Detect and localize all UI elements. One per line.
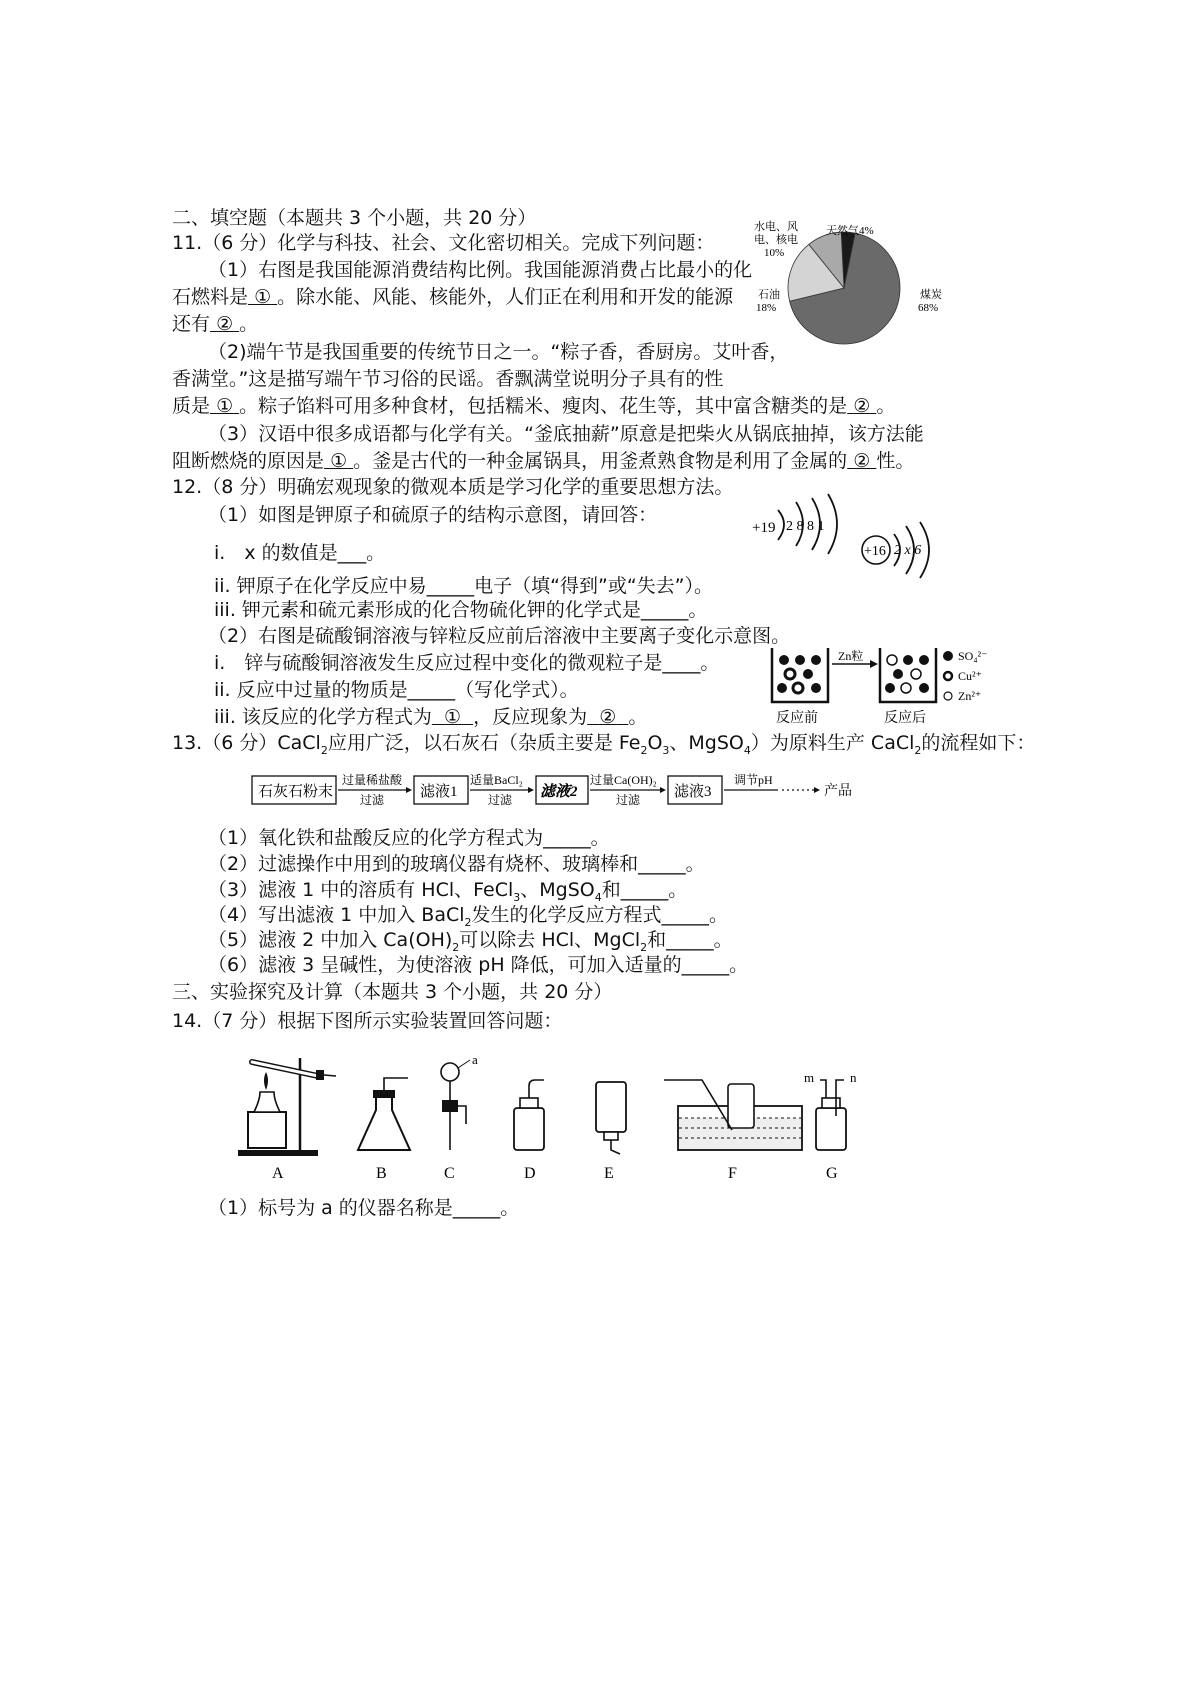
q13-s4: （4）写出滤液 1 中加入 BaCl$_2$发生的化学反应方程式_____。 [208, 904, 729, 929]
label-d: D [524, 1165, 536, 1182]
apparatus-e [596, 1082, 626, 1182]
q11-p3b: 阻断燃烧的原因是 ① 。釜是古代的一种金属锅具，用釜煮熟食物是利用了金属的 ② 性。 [172, 450, 915, 472]
pie-label-oil-1: 石油 [758, 289, 780, 301]
q11-p2b: 香满堂。”这是描写端午节习俗的民谣。香飘满堂说明分子具有的性 [172, 368, 724, 390]
apparatus-f [664, 1080, 802, 1182]
q12-j1: i. 锌与硫酸铜溶液发生反应过程中变化的微观粒子是____。 [214, 652, 720, 674]
flow-product: 产品 [824, 784, 852, 799]
apparatus-a [238, 1058, 336, 1182]
beaker-after [880, 648, 936, 702]
flow-step3-reagent: 过量Ca(OH)₂ [590, 773, 657, 787]
q14-stem: 14.（7 分）根据下图所示实验装置回答问题： [172, 1010, 563, 1032]
pie-label-gas: 天然气4% [826, 225, 874, 237]
potassium-atom [752, 494, 837, 554]
pie-label-coal-2: 68% [918, 302, 939, 314]
q12-i2: ii. 钾原子在化学反应中易_____电子（填“得到”或“失去”）。 [214, 575, 714, 597]
q13-s5: （5）滤液 2 中加入 $Ca(OH)_2$可以除去 HCl、MgCl$_2$和_____。 [208, 929, 733, 954]
pie-label-hydro-3: 10% [764, 247, 785, 259]
q11-p1a: （1）右图是我国能源消费结构比例。我国能源消费占比最小的化 [208, 259, 753, 281]
q12-j2: ii. 反应中过量的物质是_____（写化学式）。 [214, 679, 579, 701]
k-nucleus: +19 [752, 520, 776, 536]
k-shells: 2 8 8 1 [786, 519, 825, 534]
q11-p2a: （2)端午节是我国重要的传统节日之一。“粽子香，香厨房。艾叶香， [208, 341, 789, 363]
process-flowchart [250, 764, 870, 810]
label-g: G [826, 1165, 838, 1182]
pie-label-hydro-2: 电、核电 [754, 234, 798, 246]
apparatus-b [358, 1078, 410, 1182]
q11-stem: 11.（6 分）化学与科技、社会、文化密切相关。完成下列问题： [172, 232, 715, 254]
label-e: E [604, 1165, 614, 1182]
pie-slices [788, 232, 900, 344]
q12-p1: （1）如图是钾原子和硫原子的结构示意图，请回答： [208, 504, 658, 526]
pie-label-hydro-1: 水电、风 [754, 221, 798, 233]
label-f: F [728, 1165, 737, 1182]
flow-box-filtrate2: 滤液2 [540, 784, 578, 800]
q13-s3: （3）滤液 1 中的溶质有 HCl、FeCl$_3$、MgSO$_4$和_____。 [208, 879, 688, 904]
q12-p2: （2）右图是硫酸铜溶液与锌粒反应前后溶液中主要离子变化示意图。 [208, 625, 791, 647]
q12-stem: 12.（8 分）明确宏观现象的微观本质是学习化学的重要思想方法。 [172, 476, 734, 498]
label-after: 反应后 [884, 711, 926, 726]
s-shells: 2 x 6 [894, 543, 922, 558]
flow-box-limestone: 石灰石粉末 [258, 784, 334, 800]
beaker-before [772, 648, 828, 702]
lab-apparatus-diagram [232, 1050, 872, 1184]
q11-p3a: （3）汉语中很多成语都与化学有关。“釜底抽薪”原意是把柴火从锅底抽掉，该方法能 [208, 423, 924, 445]
q12-i3: iii. 钾元素和硫元素形成的化合物硫化钾的化学式是_____。 [214, 599, 708, 621]
apparatus-g [804, 1070, 857, 1182]
flow-step1-op: 过滤 [360, 793, 385, 807]
flow-box-filtrate3: 滤液3 [674, 784, 712, 800]
s-nucleus: +16 [864, 544, 886, 559]
q12-i1: i. x 的数值是___。 [214, 542, 386, 564]
label-a-funnel: a [472, 1052, 478, 1067]
legend-so4: SO₄²⁻ [958, 649, 988, 663]
section2-title: 二、填空题（本题共 3 个小题，共 20 分） [172, 207, 537, 229]
apparatus-d [514, 1080, 544, 1182]
q13-s2: （2）过滤操作中用到的玻璃仪器有烧杯、玻璃棒和_____。 [208, 853, 705, 875]
arrow-zn-label: Zn粒 [838, 649, 864, 663]
apparatus-c [441, 1052, 478, 1182]
q11-p2c: 质是 ① 。粽子馅料可用多种食材，包括糯米、瘦肉、花生等，其中富含糖类的是 ② 。 [172, 395, 896, 417]
label-before: 反应前 [776, 711, 818, 726]
q13-stem: 13.（6 分）CaCl$_2$应用广泛，以石灰石（杂质主要是 $Fe_2O_3$、MgSO$_4$）为原料生产 CaCl$_2$的流程如下： [172, 732, 1036, 757]
sulfur-atom [862, 522, 929, 578]
q14-s1: （1）标号为 a 的仪器名称是_____。 [208, 1197, 520, 1219]
pie-label-oil-2: 18% [756, 302, 777, 314]
q12-j3: iii. 该反应的化学方程式为 ① ，反应现象为 ② 。 [214, 706, 648, 728]
legend-cu: Cu²⁺ [958, 669, 982, 683]
beaker-reaction-diagram [768, 642, 1004, 730]
energy-pie-chart [748, 210, 958, 370]
flow-box-filtrate1: 滤液1 [420, 784, 458, 800]
q11-p1b: 石燃料是 ① 。除水能、风能、核能外，人们正在利用和开发的能源 [172, 286, 734, 308]
q13-s6: （6）滤液 3 呈碱性，为使溶液 pH 降低，可加入适量的_____。 [208, 954, 749, 976]
flow-step2-op: 过滤 [488, 793, 513, 807]
q11-p1c: 还有 ② 。 [172, 313, 259, 335]
flow-step4-op: 调节pH [734, 773, 773, 787]
flow-step1-reagent: 过量稀盐酸 [342, 773, 403, 787]
flow-step3-op: 过滤 [616, 793, 641, 807]
atom-structure-diagram [748, 492, 948, 584]
flow-step2-reagent: 适量BaCl₂ [470, 773, 523, 787]
label-m: m [804, 1070, 815, 1085]
pie-label-coal-1: 煤炭 [920, 289, 942, 301]
label-c: C [444, 1165, 455, 1182]
section3-title: 三、实验探究及计算（本题共 3 个小题，共 20 分） [172, 981, 613, 1003]
q13-s1: （1）氧化铁和盐酸反应的化学方程式为_____。 [208, 827, 610, 849]
label-n: n [850, 1070, 857, 1085]
legend-zn: Zn²⁺ [958, 689, 982, 703]
label-a: A [272, 1165, 284, 1182]
label-b: B [376, 1165, 387, 1182]
